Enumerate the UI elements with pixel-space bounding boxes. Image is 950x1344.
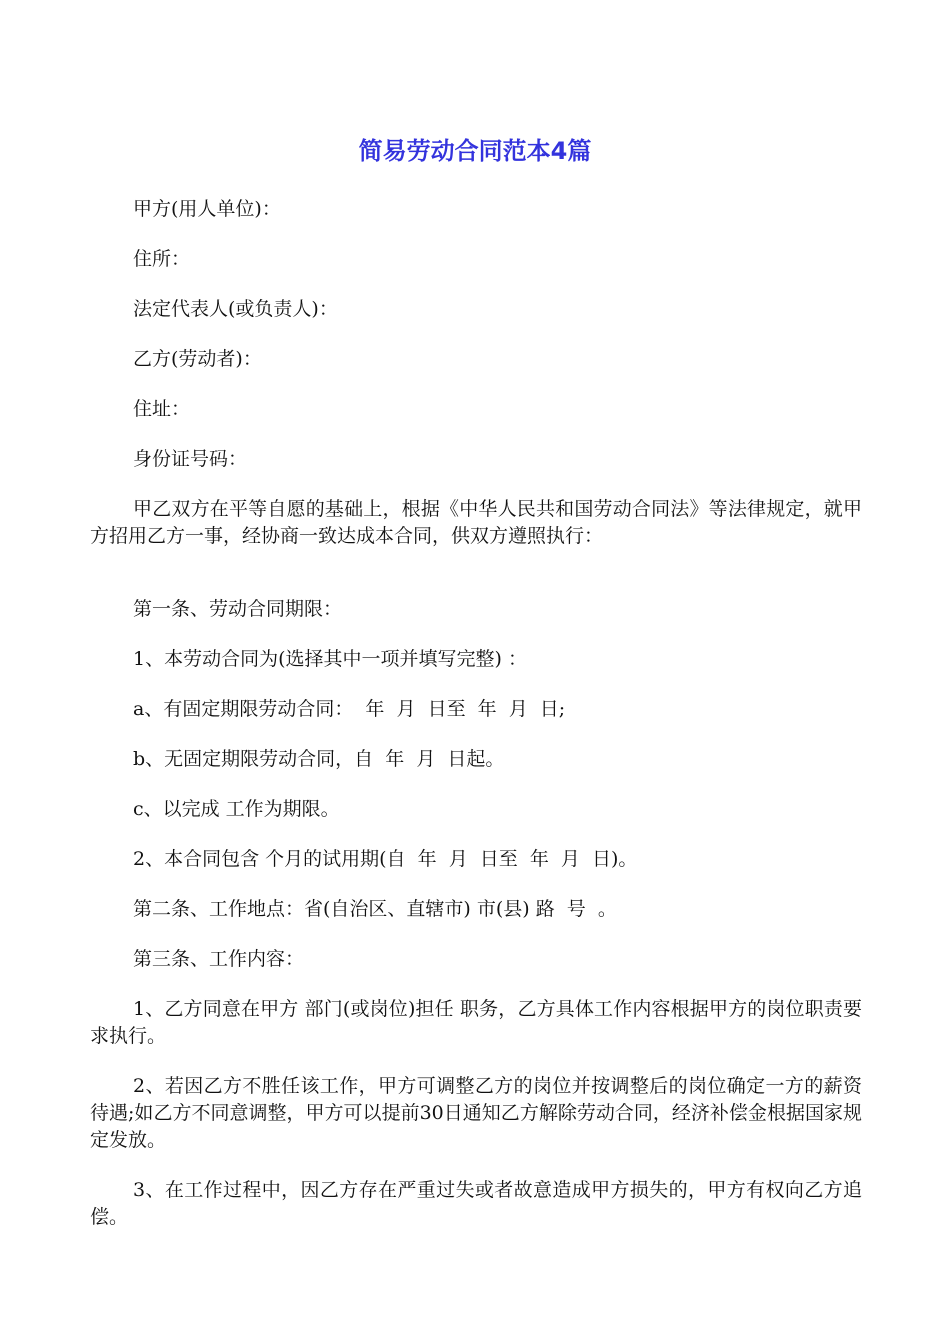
document-body: [90, 196, 862, 1254]
article-3-heading: 第三条、工作内容：: [133, 948, 305, 970]
party-a-label: 甲方(用人单位)：: [133, 198, 281, 220]
article-1-heading: 第一条、劳动合同期限：: [133, 598, 343, 620]
article-1-clause-2: 2、本合同包含 个月的试用期(自 年 月 日至 年 月 日)。: [133, 848, 638, 870]
party-a-address-label: 住所：: [133, 248, 191, 270]
article-1-option-a: a、有固定期限劳动合同： 年 月 日至 年 月 日;: [133, 698, 566, 720]
party-b-address-label: 住址：: [133, 398, 191, 420]
article-3-clause-3: 3、在工作过程中，因乙方存在严重过失或者故意造成甲方损失的，甲方有权向乙方追偿。: [90, 1179, 862, 1228]
document-title: 简易劳动合同范本4篇: [358, 137, 592, 165]
article-3-clause-1: 1、乙方同意在甲方 部门(或岗位)担任 职务，乙方具体工作内容根据甲方的岗位职责要求执行。: [90, 998, 862, 1047]
article-1-option-c: c、以完成 工作为期限。: [133, 798, 340, 820]
article-1-clause-1: 1、本劳动合同为(选择其中一项并填写完整) ：: [133, 648, 527, 670]
article-1-option-b: b、无固定期限劳动合同，自 年 月 日起。: [133, 748, 505, 770]
preamble-paragraph: 甲乙双方在平等自愿的基础上，根据《中华人民共和国劳动合同法》等法律规定，就甲方招用乙方一事，经协商一致达成本合同，供双方遵照执行：: [90, 498, 862, 547]
article-2-heading: 第二条、工作地点：省(自治区、直辖市) 市(县) 路 号 。: [133, 898, 617, 920]
article-3-clause-2: 2、若因乙方不胜任该工作，甲方可调整乙方的岗位并按调整后的岗位确定一方的薪资待遇;如乙方不同意调整，甲方可以提前30日通知乙方解除劳动合同，经济补偿金根据国家规定发放。: [90, 1075, 862, 1151]
id-number-label: 身份证号码：: [133, 448, 248, 470]
legal-representative-label: 法定代表人(或负责人)：: [133, 298, 338, 320]
party-b-label: 乙方(劳动者)：: [133, 348, 262, 370]
